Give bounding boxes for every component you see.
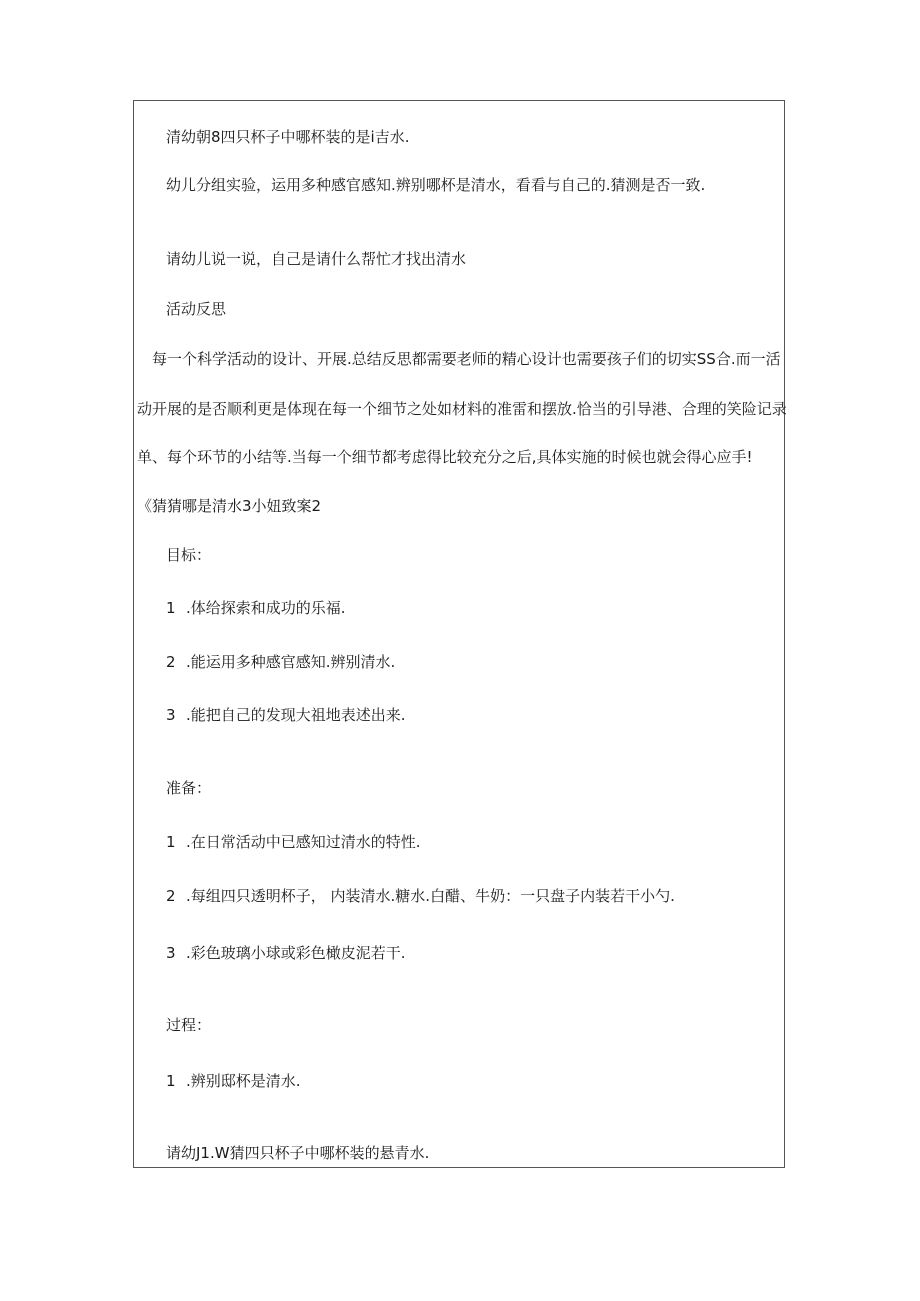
list-number: 2 (166, 887, 176, 905)
section-heading: 过程： (166, 1016, 212, 1034)
list-item: .彩色玻璃小球或彩色橄皮泥若干. (186, 944, 406, 962)
text-line: 幼儿分组实验，运用多种感官感知.辨别哪杯是清水，看看与自己的.猜测是否一致. (166, 176, 706, 194)
text-line: 请幼J1.W猜四只杯子中哪杯装的悬青水. (166, 1144, 430, 1162)
section-heading: 准备： (166, 779, 212, 797)
list-number: 1 (166, 833, 176, 851)
text-line: 动开展的是否顺利更是体现在每一个细节之处如材料的准雷和摆放.恰当的引导港、合理的笑险记录 (137, 400, 787, 418)
list-number: 2 (166, 653, 176, 671)
text-line: 请幼儿说一说，自己是请什么帮忙才找出清水 (166, 250, 467, 268)
text-line: 清幼朝8四只杯子中哪杯装的是i吉水. (166, 128, 410, 146)
list-item: .能把自己的发现大祖地表述出来. (186, 706, 406, 724)
list-item: .辨别邸杯是清水. (186, 1072, 301, 1090)
section-heading: 活动反思 (166, 300, 227, 318)
list-item: .体给探索和成功的乐福. (186, 599, 346, 617)
list-number: 1 (166, 1072, 176, 1090)
text-line: 单、每个环节的小结等.当每一个细节都考虑得比较充分之后,具体实施的时候也就会得心应手! (137, 448, 753, 466)
list-number: 1 (166, 599, 176, 617)
list-item: .每组四只透明杯子， 内装清水.糖水.白醋、牛奶：一只盘子内装若干小勺. (186, 887, 675, 905)
list-number: 3 (166, 706, 176, 724)
list-item: .能运用多种感官感知.辨别清水. (186, 653, 396, 671)
document-title: 《猜猜哪是清水3小妞致案2 (137, 497, 322, 515)
list-number: 3 (166, 944, 176, 962)
text-line: 每一个科学活动的设计、开展.总结反思都需要老师的精心设计也需要孩子们的切实SS合.而一活 (152, 350, 781, 368)
section-heading: 目标： (166, 546, 212, 564)
list-item: .在日常活动中已感知过清水的特性. (186, 833, 421, 851)
